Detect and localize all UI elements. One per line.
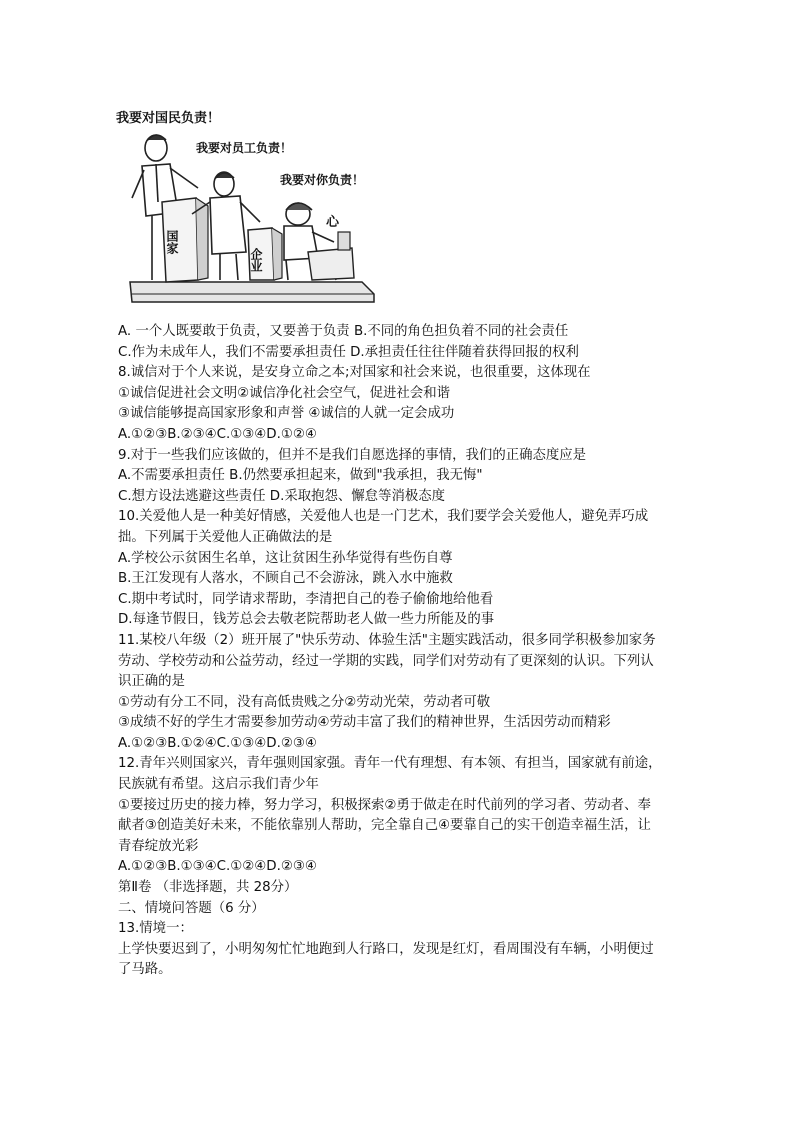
q10-stem: 拙。下列属于关爱他人正确做法的是: [118, 529, 333, 545]
q12-item: 青春绽放光彩: [118, 838, 199, 854]
q13-text: 了马路。: [118, 962, 172, 978]
q12-stem: 民族就有希望。这启示我们青少年: [118, 777, 319, 793]
q12-item: ①要接过历史的接力棒，努力学习，积极探索②勇于做走在时代前列的学习者、劳动者、奉: [118, 797, 651, 813]
q10-option: C.期中考试时，同学请求帮助，李清把自己的卷子偷偷地给他看: [118, 591, 494, 607]
q12-item: 献者③创造美好未来，不能依靠别人帮助，完全靠自己④要靠自己的实干创造幸福生活，让: [118, 818, 651, 834]
person-label: 心: [326, 215, 340, 230]
q8-options: A.①②③B.②③④C.①③④D.①②④: [118, 426, 317, 442]
q8-item: ③诚信能够提高国家形象和声誉 ④诚信的人就一定会成功: [118, 406, 455, 422]
bubble-person: 我要对你负责！: [280, 173, 365, 187]
platform: [130, 282, 374, 302]
q7-option-line: C.作为未成年人，我们不需要承担责任 D.承担责任往往伴随着获得回报的权利: [118, 344, 579, 360]
q12-stem: 12.青年兴则国家兴，青年强则国家强。青年一代有理想、有本领、有担当，国家就有前途，: [118, 756, 662, 772]
podium-country-label: 国家: [165, 230, 179, 254]
q11-stem: 识正确的是: [118, 674, 185, 690]
q9-option-line: C.想方设法逃避这些责任 D.采取抱怨、懈怠等消极态度: [118, 488, 446, 504]
q10-option: A.学校公示贫困生名单，这让贫困生孙华觉得有些伤自尊: [118, 550, 453, 566]
q9-stem: 9.对于一些我们应该做的，但并不是我们自愿选择的事情，我们的正确态度应是: [118, 447, 587, 463]
podium-company-label: 企业: [249, 248, 263, 272]
q8-stem: 8.诚信对于个人来说，是安身立命之本;对国家和社会来说，也很重要，这体现在: [118, 365, 591, 381]
q10-option: B.王江发现有人落水，不顾自己不会游泳，跳入水中施救: [118, 571, 453, 587]
bubble-country: 我要对国民负责！: [116, 111, 221, 126]
q7-option-line: A. 一个人既要敢于负责，又要善于负责 B.不同的角色担负着不同的社会责任: [118, 324, 569, 339]
cartoon-illustration: [112, 102, 392, 310]
q11-stem: 劳动、学校劳动和公益劳动，经过一学期的实践，同学们对劳动有了更深刻的认识。下列认: [118, 653, 654, 669]
section-title: 第Ⅱ卷 （非选择题，共 28分）: [118, 880, 298, 896]
q12-options: A.①②③B.①③④C.①②④D.②③④: [118, 859, 317, 875]
question-text: [118, 322, 688, 981]
q11-item: ③成绩不好的学生才需要参加劳动④劳动丰富了我们的精神世界，生活因劳动而精彩: [118, 715, 611, 731]
q10-stem: 10.关爱他人是一种美好情感，关爱他人也是一门艺术，我们要学会关爱他人，避免弄巧成: [118, 509, 649, 525]
q11-options: A.①②③B.①②④C.①③④D.②③④: [118, 735, 317, 751]
q10-option: D.每逢节假日，钱芳总会去敬老院帮助老人做一些力所能及的事: [118, 612, 495, 628]
q13-text: 上学快要迟到了，小明匆匆忙忙地跑到人行路口，发现是红灯，看周围没有车辆，小明便过: [118, 941, 654, 957]
q11-item: ①劳动有分工不同，没有高低贵贱之分②劳动光荣，劳动者可敬: [118, 694, 491, 710]
q8-item: ①诚信促进社会文明②诚信净化社会空气，促进社会和谐: [118, 385, 450, 401]
q11-stem: 11.某校八年级（2）班开展了"快乐劳动、体验生活"主题实践活动，很多同学积极参加家务: [118, 632, 656, 648]
q13-label: 13.情境一：: [118, 921, 193, 937]
podium-country: [162, 198, 208, 282]
q9-option-line: A.不需要承担责任 B.仍然要承担起来，做到"我承担，我无悔": [118, 468, 483, 484]
podium-company: [248, 228, 282, 280]
bubble-company: 我要对员工负责！: [196, 141, 293, 155]
part-title: 二、情境问答题（6 分）: [118, 900, 265, 916]
